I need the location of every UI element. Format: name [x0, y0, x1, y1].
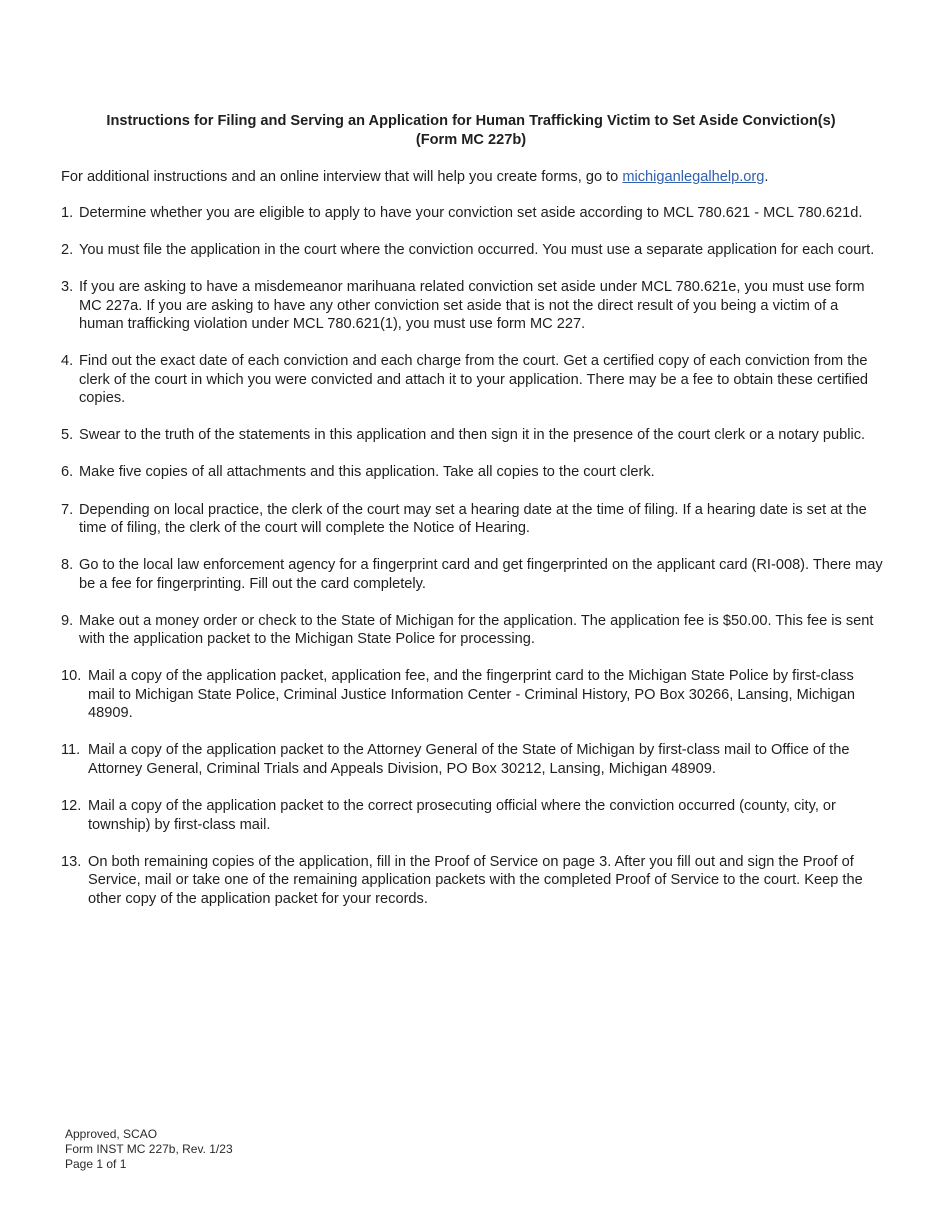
step-text: Make five copies of all attachments and this application. Take all copies to the court clerk.	[79, 464, 655, 481]
instruction-step	[61, 556, 883, 593]
step-text: Mail a copy of the application packet to the correct prosecuting official where the conviction occurred (county, city, or township) by first-class mail.	[88, 798, 836, 833]
instruction-step	[61, 463, 883, 482]
step-number: 12.	[61, 798, 82, 815]
instruction-step	[61, 741, 883, 778]
step-text: If you are asking to have a misdemeanor marihuana related conviction set aside under MCL 780.621e, you must use form MC 227a. If you are asking to have any other conviction set aside that is not the direct result of you being a victim of a human trafficking violation under MCL 780.621(1), you must use form MC 227.	[79, 279, 865, 333]
step-number: 8.	[61, 557, 74, 574]
step-text: Mail a copy of the application packet to the Attorney General of the State of Michigan by first-class mail to Office of the Attorney General, Criminal Trials and Appeals Division, PO Box 30212, Lansing, Michigan 48909.	[88, 742, 850, 777]
page-number-line: Page 1 of 1	[65, 1156, 127, 1171]
step-number: 10.	[61, 668, 82, 685]
instruction-step	[61, 853, 883, 909]
instruction-step	[61, 352, 883, 408]
step-number: 9.	[61, 612, 74, 629]
step-text: You must file the application in the court where the conviction occurred. You must use a separate application for each court.	[79, 242, 875, 259]
instruction-step	[61, 667, 883, 723]
intro-text: For additional instructions and an online interview that will help you create forms, go to	[61, 169, 623, 185]
instruction-step	[61, 612, 883, 649]
page-title	[60, 112, 882, 150]
step-text: Determine whether you are eligible to apply to have your conviction set aside according to MCL 780.621 - MCL 780.621d.	[79, 205, 863, 221]
step-number: 1.	[61, 205, 74, 221]
intro-end: .	[764, 169, 769, 185]
step-number: 3.	[61, 279, 74, 296]
step-text: Swear to the truth of the statements in this application and then sign it in the presence of the court clerk or a notary public.	[79, 427, 866, 444]
step-number: 4.	[61, 353, 74, 370]
title-line-2: (Form MC 227b)	[415, 132, 527, 148]
instruction-list	[61, 204, 883, 927]
instruction-step	[61, 426, 883, 445]
step-number: 5.	[61, 427, 74, 444]
form-id-line: Form INST MC 227b, Rev. 1/23	[65, 1141, 233, 1156]
instruction-step	[61, 204, 883, 223]
instruction-step	[61, 241, 883, 260]
approval-line: Approved, SCAO	[65, 1127, 158, 1141]
step-text: Mail a copy of the application packet, application fee, and the fingerprint card to the Michigan State Police by first-class mail to Michigan State Police, Criminal Justice Information Center - Criminal History, PO Box 30266, Lansing, Michigan 48909.	[88, 668, 856, 722]
step-number: 13.	[61, 853, 82, 870]
form-footer	[65, 1127, 233, 1171]
step-text: Depending on local practice, the clerk of the court may set a hearing date at the time of filing. If a hearing date is set at the time of filing, the clerk of the court will complete the Notice of Hearing.	[79, 501, 867, 537]
step-text: Make out a money order or check to the State of Michigan for the application. The application fee is $50.00. This fee is sent with the application packet to the Michigan State Police for processing.	[79, 612, 874, 648]
instruction-step	[61, 797, 883, 834]
step-text: On both remaining copies of the application, fill in the Proof of Service on page 3. After you fill out and sign the Proof of Service, mail or take one of the remaining application packets with the completed Proof of Service to the court. Keep the other copy of the application packet for your records.	[88, 853, 863, 907]
intro-paragraph	[61, 168, 891, 187]
step-text: Find out the exact date of each conviction and each charge from the court. Get a certified copy of each conviction from the clerk of the court in which you were convicted and attach it to your application. There may be a fee to obtain these certified copies.	[79, 353, 869, 407]
step-number: 6.	[61, 464, 74, 481]
step-text: Go to the local law enforcement agency for a fingerprint card and get fingerprinted on the applicant card (RI-008). There may be a fee for fingerprinting. Fill out the card completely.	[79, 557, 883, 592]
step-number: 2.	[61, 242, 74, 259]
instruction-step	[61, 278, 883, 334]
step-number: 7.	[61, 501, 74, 518]
title-line-1: Instructions for Filing and Serving an Application for Human Trafficking Victim to Set Aside Conviction(s)	[106, 113, 836, 129]
instruction-step	[61, 501, 883, 538]
michiganlegalhelp-link[interactable]: michiganlegalhelp.org	[622, 169, 765, 185]
step-number: 11.	[61, 742, 81, 759]
